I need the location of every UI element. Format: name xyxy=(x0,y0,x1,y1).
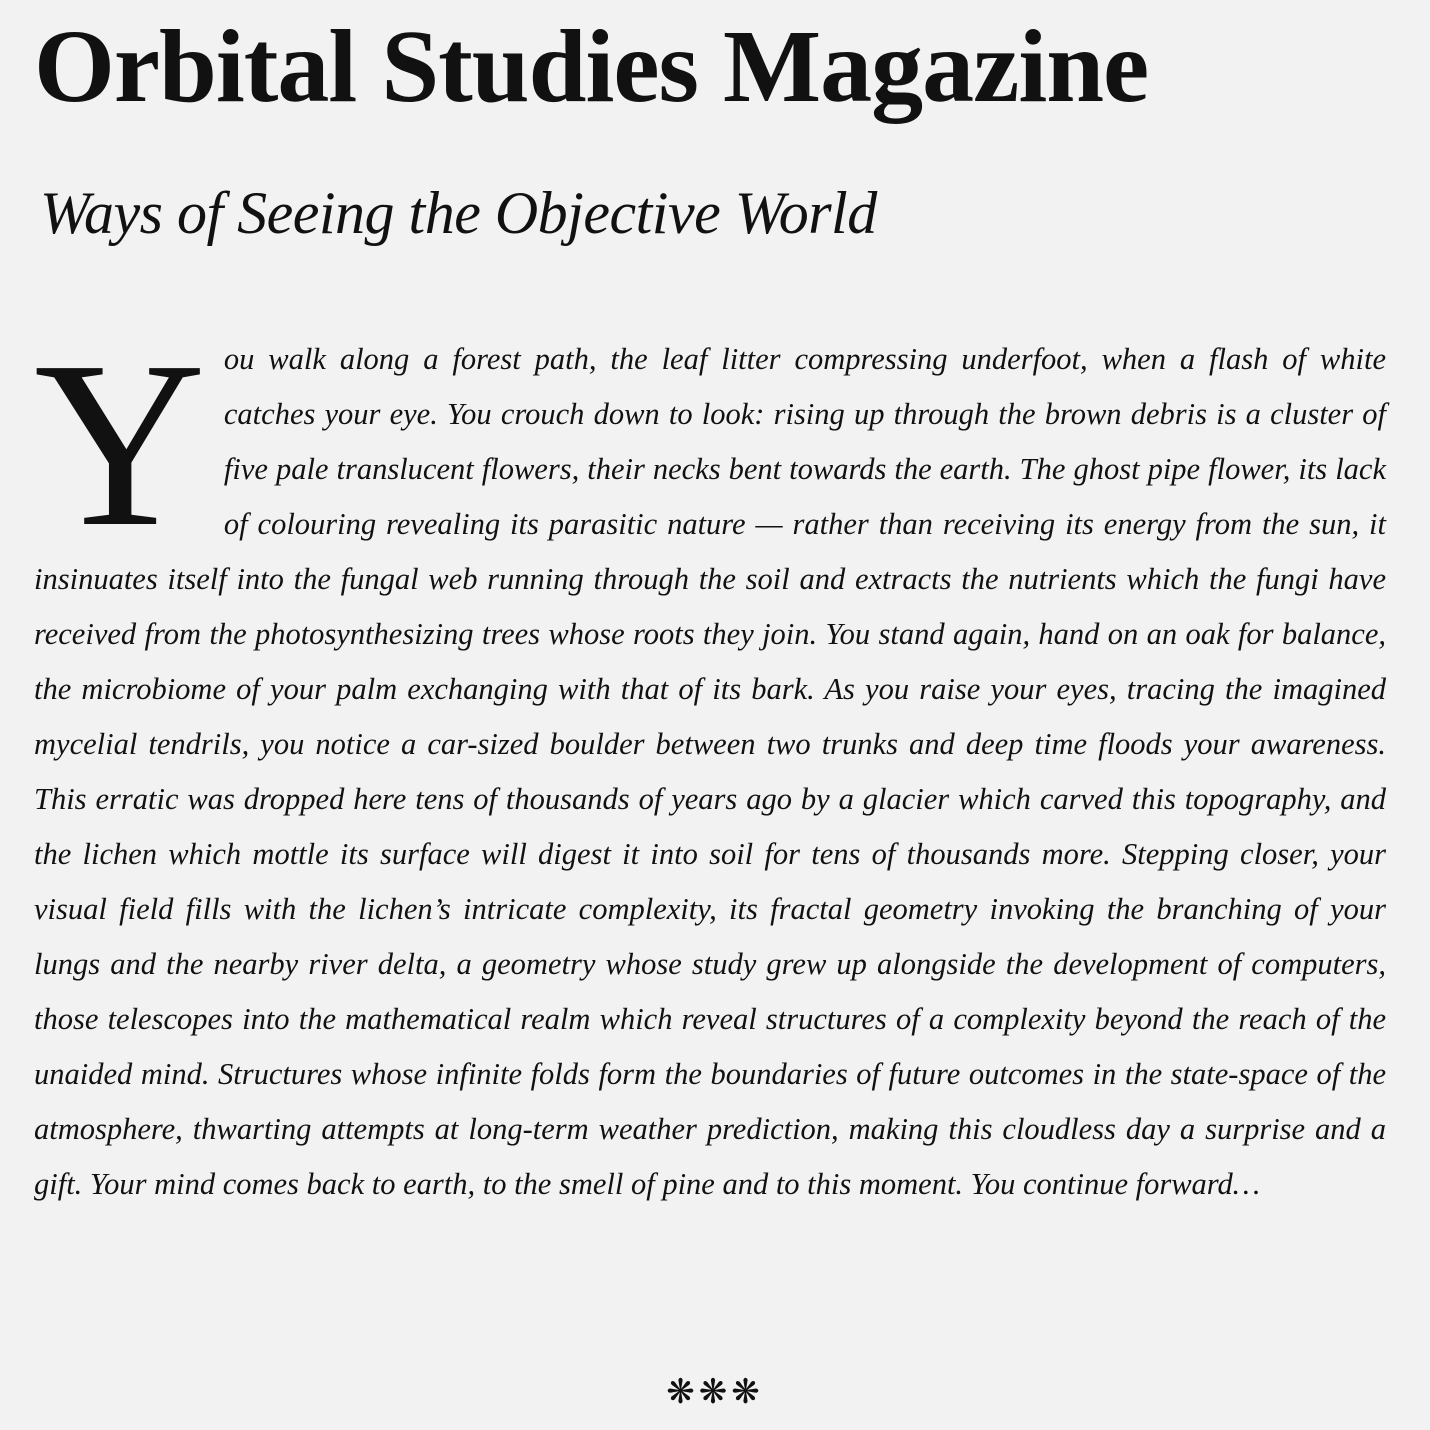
article-body xyxy=(34,313,1386,1212)
section-break-ornament: ❋❋❋ xyxy=(666,1372,764,1412)
page xyxy=(34,0,1386,1201)
drop-cap: Y xyxy=(34,313,206,576)
article-text: ou walk along a forest path, the leaf litter compressing underfoot, when a flash of white catches your eye. You crouch down to look: rising up through the brown debris is a cluster of five pale translucent flowers, their necks bent towards the earth. The ghost pipe flower, its lack of colouring revealing its parasitic nature — rather than receiving its energy from the sun, it insinuates itself into the fungal web running through the soil and extracts the nutrients which the fungi have received from the photosynthesizing trees whose roots they join. You stand again, hand on an oak for balance, the microbiome of your palm exchanging with that of its bark. As you raise your eyes, tracing the imagined mycelial tendrils, you notice a car-sized boulder between two trunks and deep time floods your awareness. This erratic was dropped here tens of thousands of years ago by a glacier which carved this topography, and the lichen which mottle its surface will digest it into soil for tens of thousands more. Stepping closer, your visual field fills with the lichen’s intricate complexity, its fractal geometry invoking the branching of your lungs and the nearby river delta, a geometry whose study grew up alongside the development of computers, those telescopes into the mathematical realm which reveal structures of a complexity beyond the reach of the unaided mind. Structures whose infinite folds form the boundaries of future outcomes in the state-space of the atmosphere, thwarting attempts at long-term weather prediction, making this cloudless day a surprise and a gift. Your mind comes back to earth, to the smell of pine and to this moment. You continue forward… xyxy=(34,342,1386,1201)
magazine-title: Orbital Studies Magazine xyxy=(34,9,1149,124)
article-subtitle: Ways of Seeing the Objective World xyxy=(40,180,877,246)
